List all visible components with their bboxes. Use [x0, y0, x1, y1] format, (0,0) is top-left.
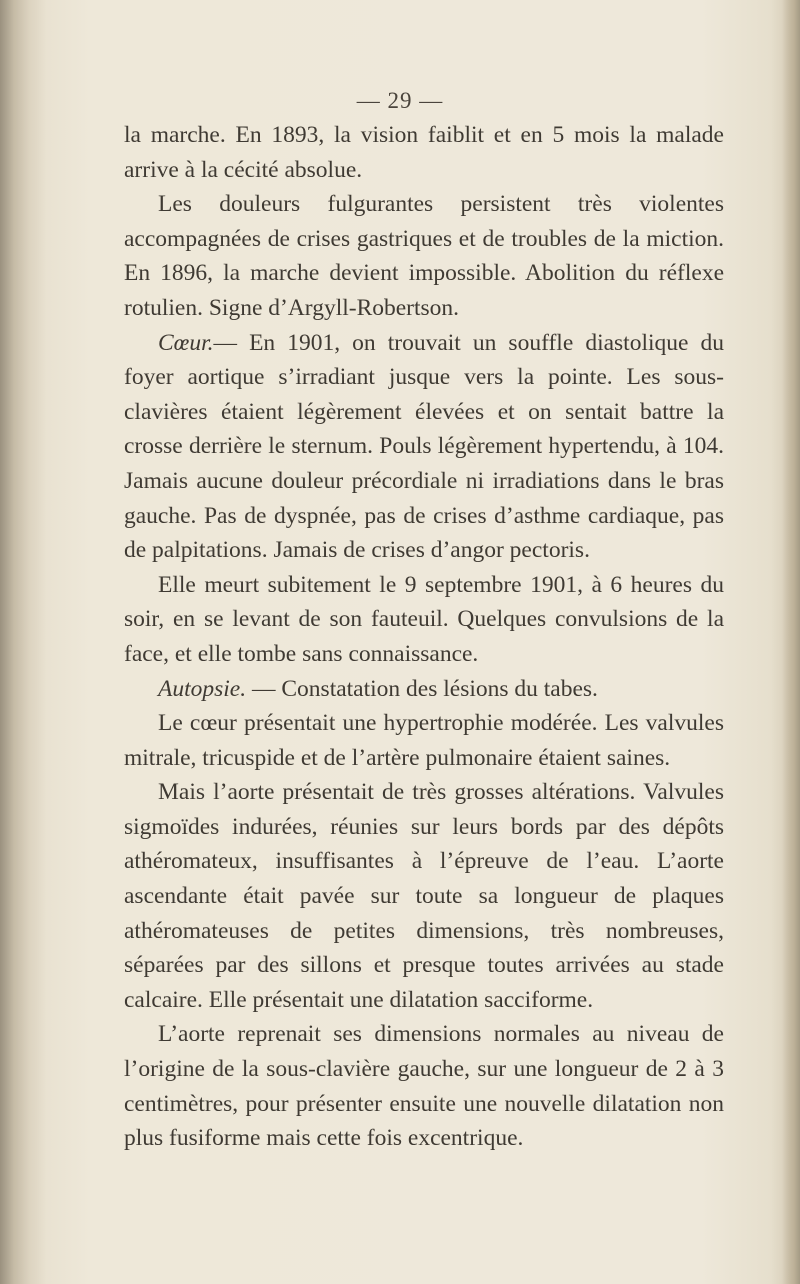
text-segment: L’aorte reprenait ses dimensions normales au niveau de l’origine de la sous-clavière gauche, sur une longueur de 2 à 3 centimètres, pour présenter ensuite une nouvelle dilatation non plus fusiforme mais cette fois excentrique.	[124, 1021, 724, 1152]
text-segment: Le cœur présentait une hypertrophie modérée. Les valvules mitrale, tricuspide et de l’artère pulmonaire étaient saines.	[124, 710, 724, 771]
paragraph	[124, 118, 724, 187]
text-segment: Elle meurt subitement le 9 septembre 1901, à 6 heures du soir, en se levant de son fauteuil. Quelques convulsions de la face, et elle tombe sans connaissance.	[124, 571, 724, 667]
page-edge	[782, 0, 800, 1284]
text-segment: — En 1901, on trouvait un souffle diastolique du foyer aortique s’irradiant jusque vers la pointe. Les sous-clavières étaient légèrement élevées et on sentait battre la crosse derrière le sternum. Pouls légèrement hypertendu, à 104. Jamais aucune douleur précordiale ni irradiations dans le bras gauche. Pas de dyspnée, pas de crises d’asthme cardiaque, pas de palpitations. Jamais de crises d’angor pectoris.	[124, 329, 724, 564]
paragraph-autopsie	[124, 672, 724, 707]
text-segment: Les douleurs fulgurantes persistent très violentes accompagnées de crises gastriques et de troubles de la miction. En 1896, la marche devient impossible. Abolition du réflexe rotulien. Signe d’Argyll-Robertson.	[124, 191, 724, 321]
page-number: — 29 —	[356, 88, 444, 113]
paragraph	[124, 568, 724, 672]
binding-shadow	[0, 0, 46, 1284]
paragraph-coeur	[124, 326, 724, 568]
text-segment: — Constatation des lésions du tabes.	[246, 675, 598, 702]
text-segment: Mais l’aorte présentait de très grosses altérations. Valvules sigmoïdes indurées, réunies sur leurs bords par des dépôts athéromateux, insuffisantes à l’épreuve de l’eau. L’aorte ascendante était pavée sur toute sa longueur de plaques athéromateuses de petites dimensions, très nombreuses, séparées par des sillons et presque toutes arrivées au stade calcaire. Elle présentait une dilatation sacciforme.	[124, 779, 724, 1013]
paragraph	[124, 775, 724, 1017]
paragraph	[124, 706, 724, 775]
paragraph	[124, 1017, 724, 1155]
text-segment: la marche. En 1893, la vision faiblit et en 5 mois la malade arrive à la cécité absolue.	[124, 122, 724, 183]
body-text	[124, 118, 724, 1156]
paragraph	[124, 187, 724, 325]
section-heading-coeur: Cœur.	[158, 329, 214, 356]
section-heading-autopsie: Autopsie.	[158, 675, 247, 702]
